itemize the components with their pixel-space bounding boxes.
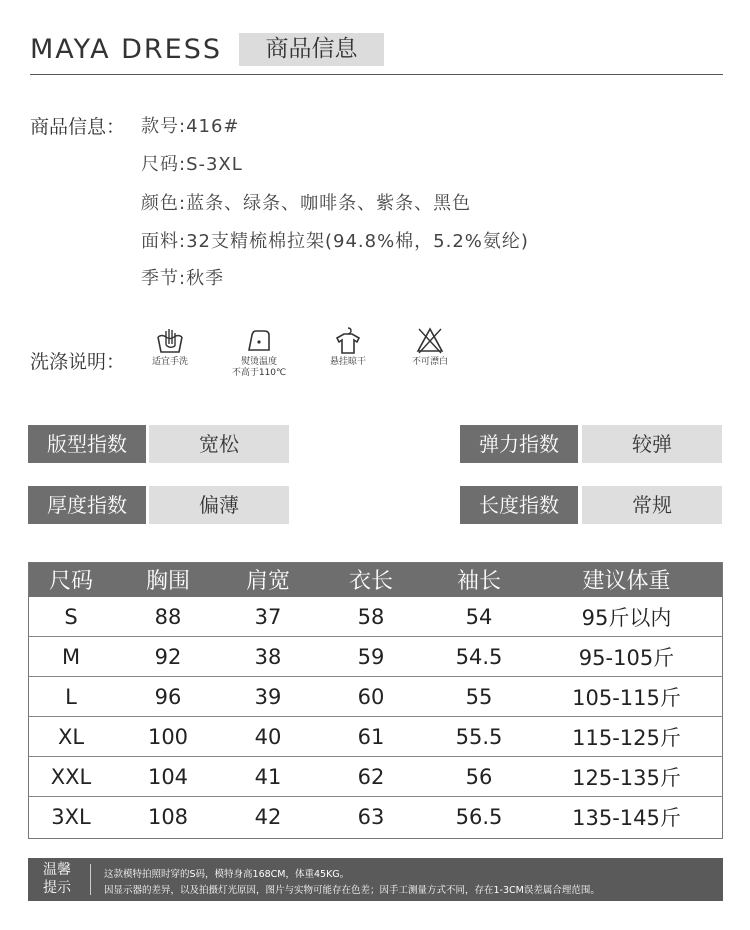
table-cell: 88 (114, 597, 222, 637)
brand-title: MAYA DRESS (30, 34, 223, 65)
table-cell: 63 (357, 804, 385, 829)
length-index-value: 常规 (582, 486, 722, 524)
fit-index-label: 版型指数 (28, 425, 146, 463)
iron-icon (244, 325, 274, 355)
table-cell: 95斤以内 (530, 597, 723, 637)
size-table (28, 562, 723, 836)
table-row (28, 637, 723, 677)
table-cell: 38 (222, 637, 314, 677)
tips-banner (28, 858, 723, 901)
table-row (28, 757, 723, 797)
info-fabric: 面料:32支精梳棉拉架(94.8%棉，5.2%氨纶) (141, 231, 529, 252)
table-cell: 41 (222, 757, 314, 797)
table-cell: L (28, 677, 114, 717)
table-cell: 108 (147, 804, 189, 829)
header-length: 衣长 (314, 562, 428, 597)
table-row (28, 677, 723, 717)
table-cell: 42 (254, 804, 282, 829)
elasticity-index-label: 弹力指数 (460, 425, 578, 463)
table-cell: XL (28, 717, 114, 757)
table-cell: 59 (314, 637, 428, 677)
info-season: 季节:秋季 (141, 268, 225, 289)
table-cell: 39 (222, 677, 314, 717)
table-cell: 61 (314, 717, 428, 757)
tips-title (36, 861, 78, 897)
tips-line-disclaimer: 因显示器的差异，以及拍摄灯光原因，图片与实物可能存在色差；因手工测量方式不同，存在1-3CM误差属合理范围。 (104, 885, 600, 896)
table-row (28, 717, 723, 757)
thickness-index-value: 偏薄 (149, 486, 289, 524)
table-cell: 55.5 (428, 717, 530, 757)
table-cell: 62 (314, 757, 428, 797)
wash-item-iron (219, 325, 299, 379)
table-cell: S (28, 597, 114, 637)
header-bust: 胸围 (114, 562, 222, 597)
table-cell: 92 (114, 637, 222, 677)
thickness-index-label: 厚度指数 (28, 486, 146, 524)
table-row (28, 797, 723, 837)
header-divider (30, 74, 723, 75)
wash-item-hang (308, 325, 388, 368)
tips-title-line: 温馨 (43, 862, 71, 878)
table-cell: 58 (314, 597, 428, 637)
wash-label: 洗涤说明： (30, 351, 126, 373)
info-sizes: 尺码:S-3XL (141, 154, 243, 175)
header-sleeve: 袖长 (428, 562, 530, 597)
table-cell: 135-145斤 (572, 805, 681, 830)
table-cell: M (28, 637, 114, 677)
wash-caption-sub: 不高于110℃ (231, 368, 287, 378)
wash-caption: 适宜手洗 (151, 357, 188, 367)
table-cell: 54 (428, 597, 530, 637)
wash-caption: 不可漂白 (411, 357, 448, 367)
table-cell: 105-115斤 (530, 677, 723, 717)
elasticity-index-value: 较弹 (582, 425, 722, 463)
header-weight: 建议体重 (530, 562, 723, 597)
table-cell: 37 (222, 597, 314, 637)
table-cell: 3XL (51, 804, 91, 829)
table-cell: 60 (314, 677, 428, 717)
no-bleach-icon (415, 325, 445, 355)
length-index-label: 长度指数 (460, 486, 578, 524)
tips-title-line: 提示 (43, 880, 71, 896)
section-tag: 商品信息 (239, 33, 384, 66)
table-row (28, 597, 723, 637)
table-cell: XXL (28, 757, 114, 797)
hang-dry-icon (333, 325, 363, 355)
wash-item-hand (130, 325, 210, 368)
info-colors: 颜色:蓝条、绿条、咖啡条、紫条、黑色 (141, 193, 472, 214)
table-cell: 54.5 (428, 637, 530, 677)
tips-divider (90, 864, 91, 895)
table-cell: 100 (114, 717, 222, 757)
table-cell: 125-135斤 (530, 757, 723, 797)
wash-item-bleach (390, 325, 470, 368)
wash-caption: 悬挂晾干 (329, 357, 366, 367)
header-shoulder: 肩宽 (222, 562, 314, 597)
info-style-number: 款号:416# (141, 116, 240, 137)
table-cell: 55 (428, 677, 530, 717)
table-cell: 96 (114, 677, 222, 717)
table-cell: 56 (428, 757, 530, 797)
tips-line-model: 这款模特拍照时穿的S码，模特身高168CM，体重45KG。 (104, 869, 350, 880)
table-cell: 115-125斤 (530, 717, 723, 757)
table-cell: 40 (222, 717, 314, 757)
header-size: 尺码 (28, 562, 114, 597)
wash-caption: 熨烫温度 (240, 357, 277, 367)
table-cell: 56.5 (455, 804, 503, 829)
table-header-row (28, 562, 723, 597)
hand-wash-icon (155, 325, 185, 355)
table-cell: 104 (114, 757, 222, 797)
fit-index-value: 宽松 (149, 425, 289, 463)
info-label: 商品信息： (30, 116, 126, 138)
table-cell: 95-105斤 (530, 637, 723, 677)
